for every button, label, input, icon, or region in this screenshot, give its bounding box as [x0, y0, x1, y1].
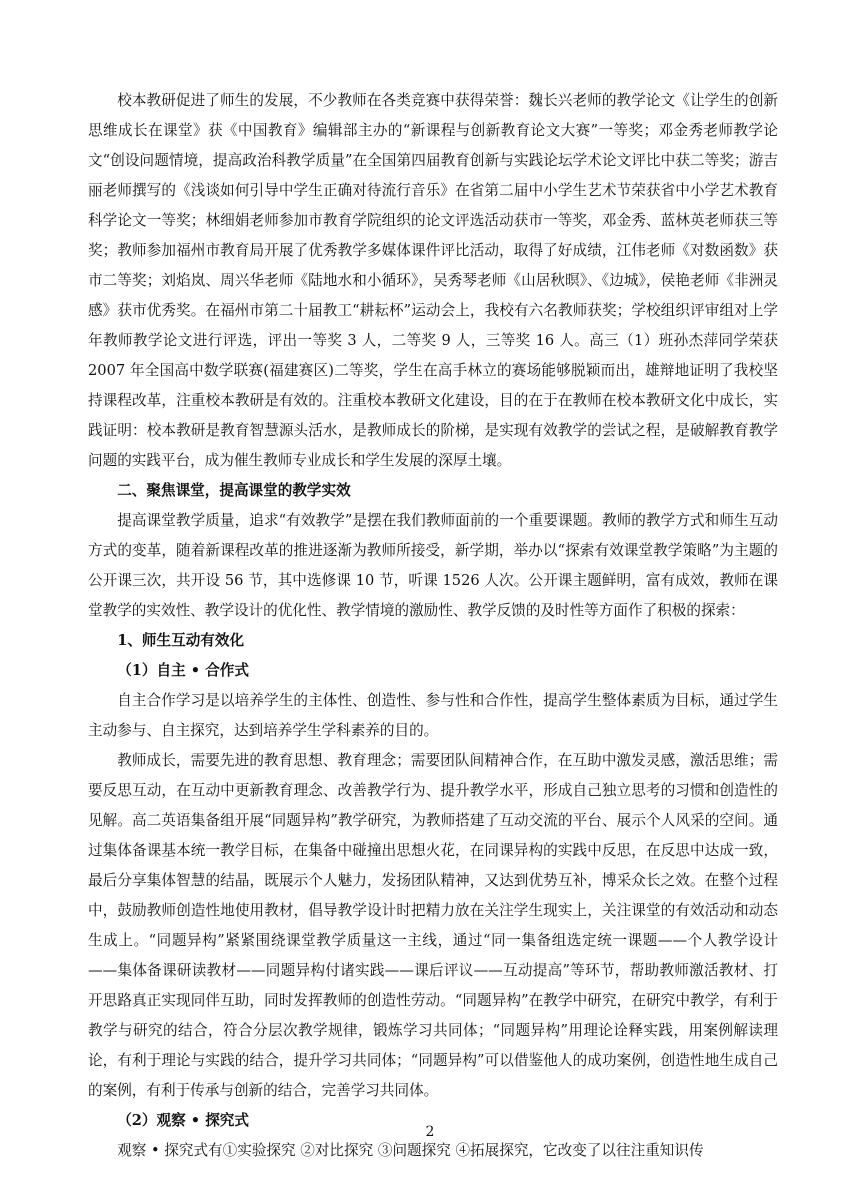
- page-number: 2: [425, 1124, 435, 1140]
- paragraph-achievements: 校本教研促进了师生的发展，不少教师在各类竞赛中获得荣誉：魏长兴老师的教学论文《让学生的创新思维成长在课堂》获《中国教育》编辑部主办的“新课程与创新教育论文大赛”一等奖；邓金秀老师教学论文“创设问题情境，提高政治科教学质量”在全国第四届教育创新与实践论坛学术论文评比中获二等奖；游吉丽老师撰写的《浅谈如何引导中学生正确对待流行音乐》在省第二届中小学生艺术节荣获省中小学艺术教育科学论文一等奖；林细娟老师参加市教育学院组织的论文评选活动获市一等奖，邓金秀、蓝林英老师获三等奖；教师参加福州市教育局开展了优秀教学多媒体课件评比活动，取得了好成绩，江伟老师《对数函数》获市二等奖；刘焰岚、周兴华老师《陆地水和小循环》，吴秀琴老师《山居秋暝》、《边城》，侯艳老师《非洲灵感》获市优秀奖。在福州市第二十届教工“耕耘杯”运动会上，我校有六名教师获奖；学校组织评审组对上学年教师教学论文进行评选，评出一等奖 3 人，二等奖 9 人，三等奖 16 人。高三（1）班孙杰萍同学荣获 2007 年全国高中数学联赛(福建赛区)二等奖，学生在高手林立的赛场能够脱颖而出，雄辩地证明了我校坚持课程改革，注重校本教研是有效的。注重校本教研文化建设，目的在于在教师在校本教研文化中成长，实践证明：校本教研是教育智慧源头活水，是教师成长的阶梯，是实现有效教学的尝试之程，是破解教育教学问题的实践平台，成为催生教师专业成长和学生发展的深厚土壤。: [88, 92, 778, 469]
- subheading-observation-inquiry: （2）观察 • 探究式: [117, 1112, 249, 1129]
- document-body: [88, 86, 778, 1166]
- subheading-autonomous-cooperative: （1）自主 • 合作式: [117, 662, 249, 679]
- subheading-interaction: 1、师生互动有效化: [117, 632, 245, 649]
- section-heading-classroom: 二、聚焦课堂，提高课堂的教学实效: [117, 482, 351, 499]
- paragraph-autonomous-learning: 自主合作学习是以培养学生的主体性、创造性、参与性和合作性，提高学生整体素质为目标，通过学生主动参与、自主探究，达到培养学生学科素养的目的。: [88, 692, 778, 739]
- paragraph-observation-inquiry: 观察 • 探究式有①实验探究 ②对比探究 ③问题探究 ④拓展探究，它改变了以往注重知识传: [117, 1142, 704, 1159]
- paragraph-effective-teaching: 提高课堂教学质量，追求“有效教学”是摆在我们教师面前的一个重要课题。教师的教学方式和师生互动方式的变革，随着新课程改革的推进逐渐为教师所接受，新学期，举办以“探索有效课堂教学策略”为主题的公开课三次，共开设 56 节，其中选修课 10 节，听课 1526 人次。公开课主题鲜明，富有成效，教师在课堂教学的实效性、教学设计的优化性、教学情境的激励性、教学反馈的及时性等方面作了积极的探索：: [88, 512, 778, 619]
- paragraph-teacher-growth: 教师成长，需要先进的教育思想、教育理念；需要团队间精神合作，在互助中激发灵感，激活思维；需要反思互动，在互动中更新教育理念、改善教学行为、提升教学水平，形成自己独立思考的习惯和创造性的见解。高二英语集备组开展“同题异构”教学研究，为教师搭建了互动交流的平台、展示个人风采的空间。通过集体备课基本统一教学目标，在集备中碰撞出思想火花，在同课异构的实践中反思，在反思中达成一致，最后分享集体智慧的结晶，既展示个人魅力，发扬团队精神，又达到优势互补，博采众长之效。在整个过程中，鼓励教师创造性地使用教材，倡导教学设计时把精力放在关注学生现实上，关注课堂的有效活动和动态生成上。“同题异构”紧紧围绕课堂教学质量这一主线，通过“同一集备组选定统一课题——个人教学设计——集体备课研读教材——同题异构付诸实践——课后评议——互动提高”等环节，帮助教师激活教材、打开思路真正实现同伴互助，同时发挥教师的创造性劳动。“同题异构”在教学中研究，在研究中教学，有利于教学与研究的结合，符合分层次教学规律，锻炼学习共同体；“同题异构”用理论诠释实践，用案例解读理论，有利于理论与实践的结合，提升学习共同体；“同题异构”可以借鉴他人的成功案例，创造性地生成自己的案例，有利于传承与创新的结合，完善学习共同体。: [88, 752, 778, 1099]
